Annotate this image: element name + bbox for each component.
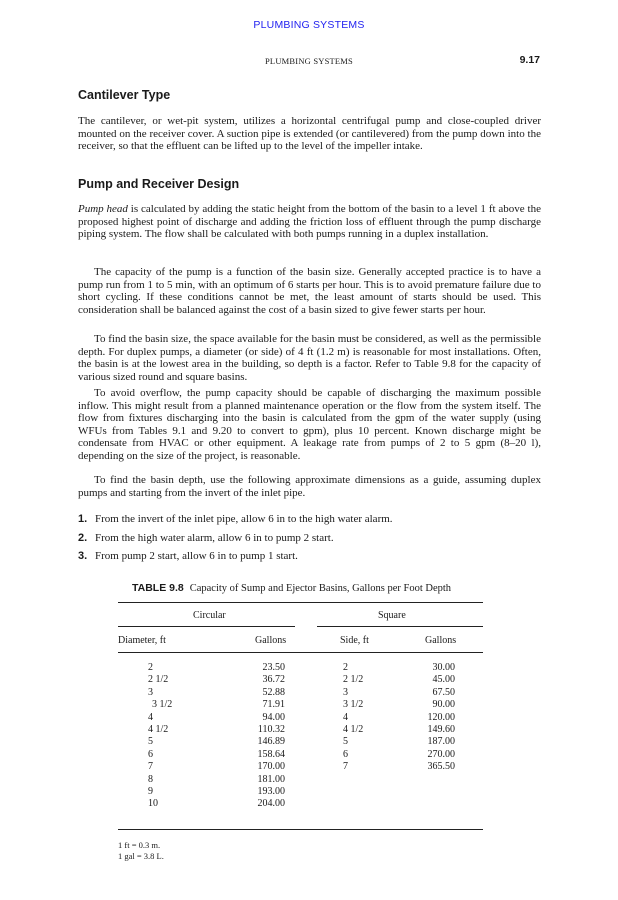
table-cell: 3 [148, 686, 153, 698]
table-cell: 170.00 [257, 761, 285, 773]
table-cell: 6 [148, 748, 153, 760]
footnote-gal: 1 gal = 3.8 L. [118, 851, 164, 861]
page-number: 9.17 [519, 54, 540, 66]
running-head: PLUMBING SYSTEMS [265, 56, 353, 66]
diameter-column [148, 662, 172, 811]
table-cell: 3 1/2 [152, 699, 173, 711]
table-cell: 110.32 [257, 723, 285, 735]
table-cell: 71.91 [262, 699, 285, 711]
table-cell: 52.88 [262, 686, 285, 698]
pump-head-term: Pump head [78, 203, 128, 215]
table-cell: 10 [148, 798, 158, 810]
footnote-ft: 1 ft = 0.3 m. [118, 840, 161, 850]
side-column [343, 662, 363, 774]
basin-size-text: To find the basin size, the space available for the basin must be considered, as well as the permissible depth. For duplex pumps, a diameter (or side) of 4 ft (1.2 m) is reasonable for most installations. Often, the basin is at the lowest area in the building, so depth is a factor. Refer to Table 9.8 for the capacity of various sized round and square basins. [78, 333, 541, 383]
table-cell: 5 [343, 736, 348, 748]
overflow-text: To avoid overflow, the pump capacity should be capable of discharging the maximum possible inflow. This might result from a planned maintenance operation or the flow from the system itself. The flow from fixtures discharging into the basin is calculated from the gpm of the water supply (using WFUs from Tables 9.1 and 9.20 to convert to gpm), plus 10 percent. Known discharge might be condensate from HVAC or other equipment. A leakage rate from pumps of 2 to 5 gpm (8–20 l), depending on the size of the project, is reasonable. [78, 387, 541, 462]
basin-depth-paragraph [78, 474, 541, 499]
table-number: TABLE 9.8 [132, 582, 184, 594]
list-item: 2. From the high water alarm, allow 6 in to pump 2 start. [78, 531, 334, 544]
heading-pump-receiver-design: Pump and Receiver Design [78, 177, 240, 191]
table-cell: 270.00 [427, 748, 455, 760]
table-cell: 193.00 [257, 785, 285, 797]
table-bottom-rule [118, 829, 483, 830]
group-header-circular: Circular [193, 610, 226, 621]
table-cell: 3 [343, 686, 348, 698]
table-cell: 90.00 [432, 699, 455, 711]
header-rule [118, 652, 483, 653]
col-header-side: Side, ft [340, 635, 369, 646]
table-cell: 30.00 [432, 662, 455, 673]
pump-head-text: is calculated by adding the static height from the bottom of the basin to a level 1 ft above the proposed highest point of discharge and adding the friction loss of effluent through the pump discharge piping system. The flow shall be calculated with both pumps running in a duplex installation. [78, 203, 541, 241]
table-caption [132, 582, 451, 594]
table-title: Capacity of Sump and Ejector Basins, Gallons per Foot Depth [189, 583, 452, 594]
table-cell: 23.50 [262, 662, 285, 673]
col-header-gallons-square: Gallons [425, 635, 457, 646]
heading-cantilever-type: Cantilever Type [78, 88, 171, 102]
overflow-paragraph [78, 387, 541, 463]
table-cell: 120.00 [427, 711, 455, 723]
col-header-diameter: Diameter, ft [118, 635, 166, 646]
table-cell: 158.64 [257, 748, 285, 760]
capacity-text: The capacity of the pump is a function of the basin size. Generally accepted practice is to have a pump run from 1 to 5 min, with an optimum of 6 starts per hour. This is to avoid premature failure due to short cycling. If these conditions cannot be met, the least amount of starts should be used. This consideration shall be balanced against the cost of a basin sized to give fewer starts per hour. [78, 266, 541, 316]
top-banner: PLUMBING SYSTEMS [253, 19, 365, 31]
circular-group-rule [118, 626, 295, 627]
table-cell: 204.00 [257, 798, 285, 810]
basin-depth-text: To find the basin depth, use the following approximate dimensions as a guide, assuming duplex pumps and starting from the invert of the inlet pipe. [78, 474, 541, 499]
list-item: 3. From pump 2 start, allow 6 in to pump 1 start. [78, 550, 298, 562]
capacity-paragraph [78, 266, 541, 316]
table-cell: 187.00 [427, 736, 455, 748]
square-group-rule [317, 626, 483, 627]
table-cell: 9 [148, 785, 153, 797]
table-cell: 5 [148, 736, 153, 748]
table-cell: 181.00 [257, 773, 285, 785]
col-header-gallons-circular: Gallons [255, 635, 287, 646]
table-cell: 2 1/2 [148, 674, 169, 686]
table-cell: 3 1/2 [343, 699, 364, 711]
pump-head-paragraph [78, 203, 541, 241]
gallons-square-column [400, 662, 455, 774]
basin-size-paragraph [78, 333, 541, 383]
table-cell: 7 [343, 761, 348, 773]
table-cell: 4 [148, 711, 153, 723]
group-header-square: Square [378, 610, 406, 621]
table-cell: 8 [148, 773, 153, 785]
table-cell: 4 1/2 [343, 723, 364, 735]
table-cell: 2 [343, 662, 348, 673]
table-cell: 7 [148, 761, 153, 773]
list-item: 1. From the invert of the inlet pipe, allow 6 in to the high water alarm. [78, 513, 393, 525]
table-cell: 2 [148, 662, 153, 673]
table-cell: 67.50 [432, 686, 455, 698]
table-cell: 6 [343, 748, 348, 760]
cantilever-paragraph: The cantilever, or wet-pit system, utilizes a horizontal centrifugal pump and close-coupled driver mounted on the receiver cover. A suction pipe is extended (or cantilevered) from the pump down into the receiver, so that the effluent can be lifted up to the level of the impeller intake. [78, 115, 541, 153]
table-cell: 2 1/2 [343, 674, 364, 686]
table-cell: 94.00 [262, 711, 285, 723]
table-cell: 365.50 [427, 761, 455, 773]
table-cell: 4 1/2 [148, 723, 169, 735]
table-cell: 149.60 [427, 723, 455, 735]
depth-steps-list [78, 512, 541, 568]
table-cell: 36.72 [262, 674, 285, 686]
table-cell: 4 [343, 711, 348, 723]
table-top-rule [118, 602, 483, 603]
table-cell: 146.89 [257, 736, 285, 748]
gallons-circular-column [230, 662, 285, 811]
table-cell: 45.00 [432, 674, 455, 686]
